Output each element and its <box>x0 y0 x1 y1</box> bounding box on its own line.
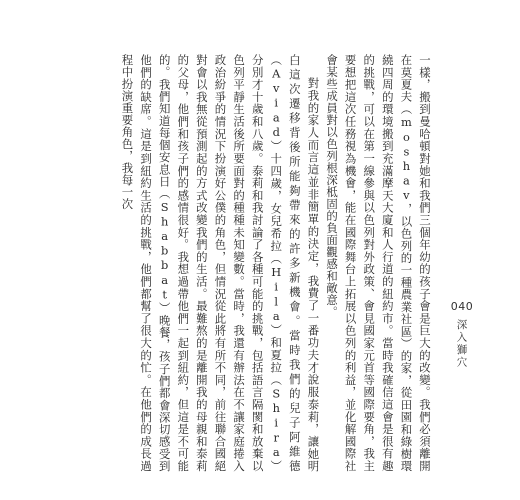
body-text <box>94 54 434 472</box>
running-head <box>448 300 476 400</box>
paragraph-2: 對我的家人而言這並非簡單的決定，我費了一番功夫才說服泰莉，讓她明白這次遷移背後所能夠帶來的許多新機會。當時我們的兒子阿維德（Aviad）十四歲，女兒希拉（Hila）和夏拉（Shira）分別才十歲和八歲。泰莉和我討論了各種可能的挑戰，包括語言隔閡和放棄以色列平靜生活後所要面對的種種未知變數。當時，我還有辦法在不讓家庭捲入政治紛爭的情況下扮演好公僕的角色，但情況從此將有所不同，前往聯合國絕對會以我無從預測起的方式改變我們的生活。最難熬的是離開我的母親和泰莉的父母，他們和孩子們的感情很好。我想過帶他們一起到紐約，但這是不可能的。我們知道每個安息日（Shabbat）晚餐，孩子們都會深切感受到他們的缺席。這是到紐約生活的挑戰，他們都幫了很大的忙。在他們的成長過程中扮演重要角色，我每一次 <box>120 54 321 472</box>
page-number: 040 <box>450 300 474 313</box>
paragraph-1: 一樣，搬到曼哈頓對她和我們三個年幼的孩子會是巨大的改變。我們必須離開在莫夏夫（moshav，以色列的一種農業社區）的家，從田園和綠樹環繞四周的環境搬到充滿摩天大廈和人行道的紐約市。當時我確信這會是很有趣的挑戰，可以在第一線參與以色列對外政策、會見國家元首等國際要角，我主要想把這次任務視為機會，能在國際舞台上拓展以色列的利益，並化解國際社會某些成員對以色列根深柢固的負面觀感和敵意。 <box>325 54 432 472</box>
chapter-title: 深入獅穴 <box>455 319 468 369</box>
